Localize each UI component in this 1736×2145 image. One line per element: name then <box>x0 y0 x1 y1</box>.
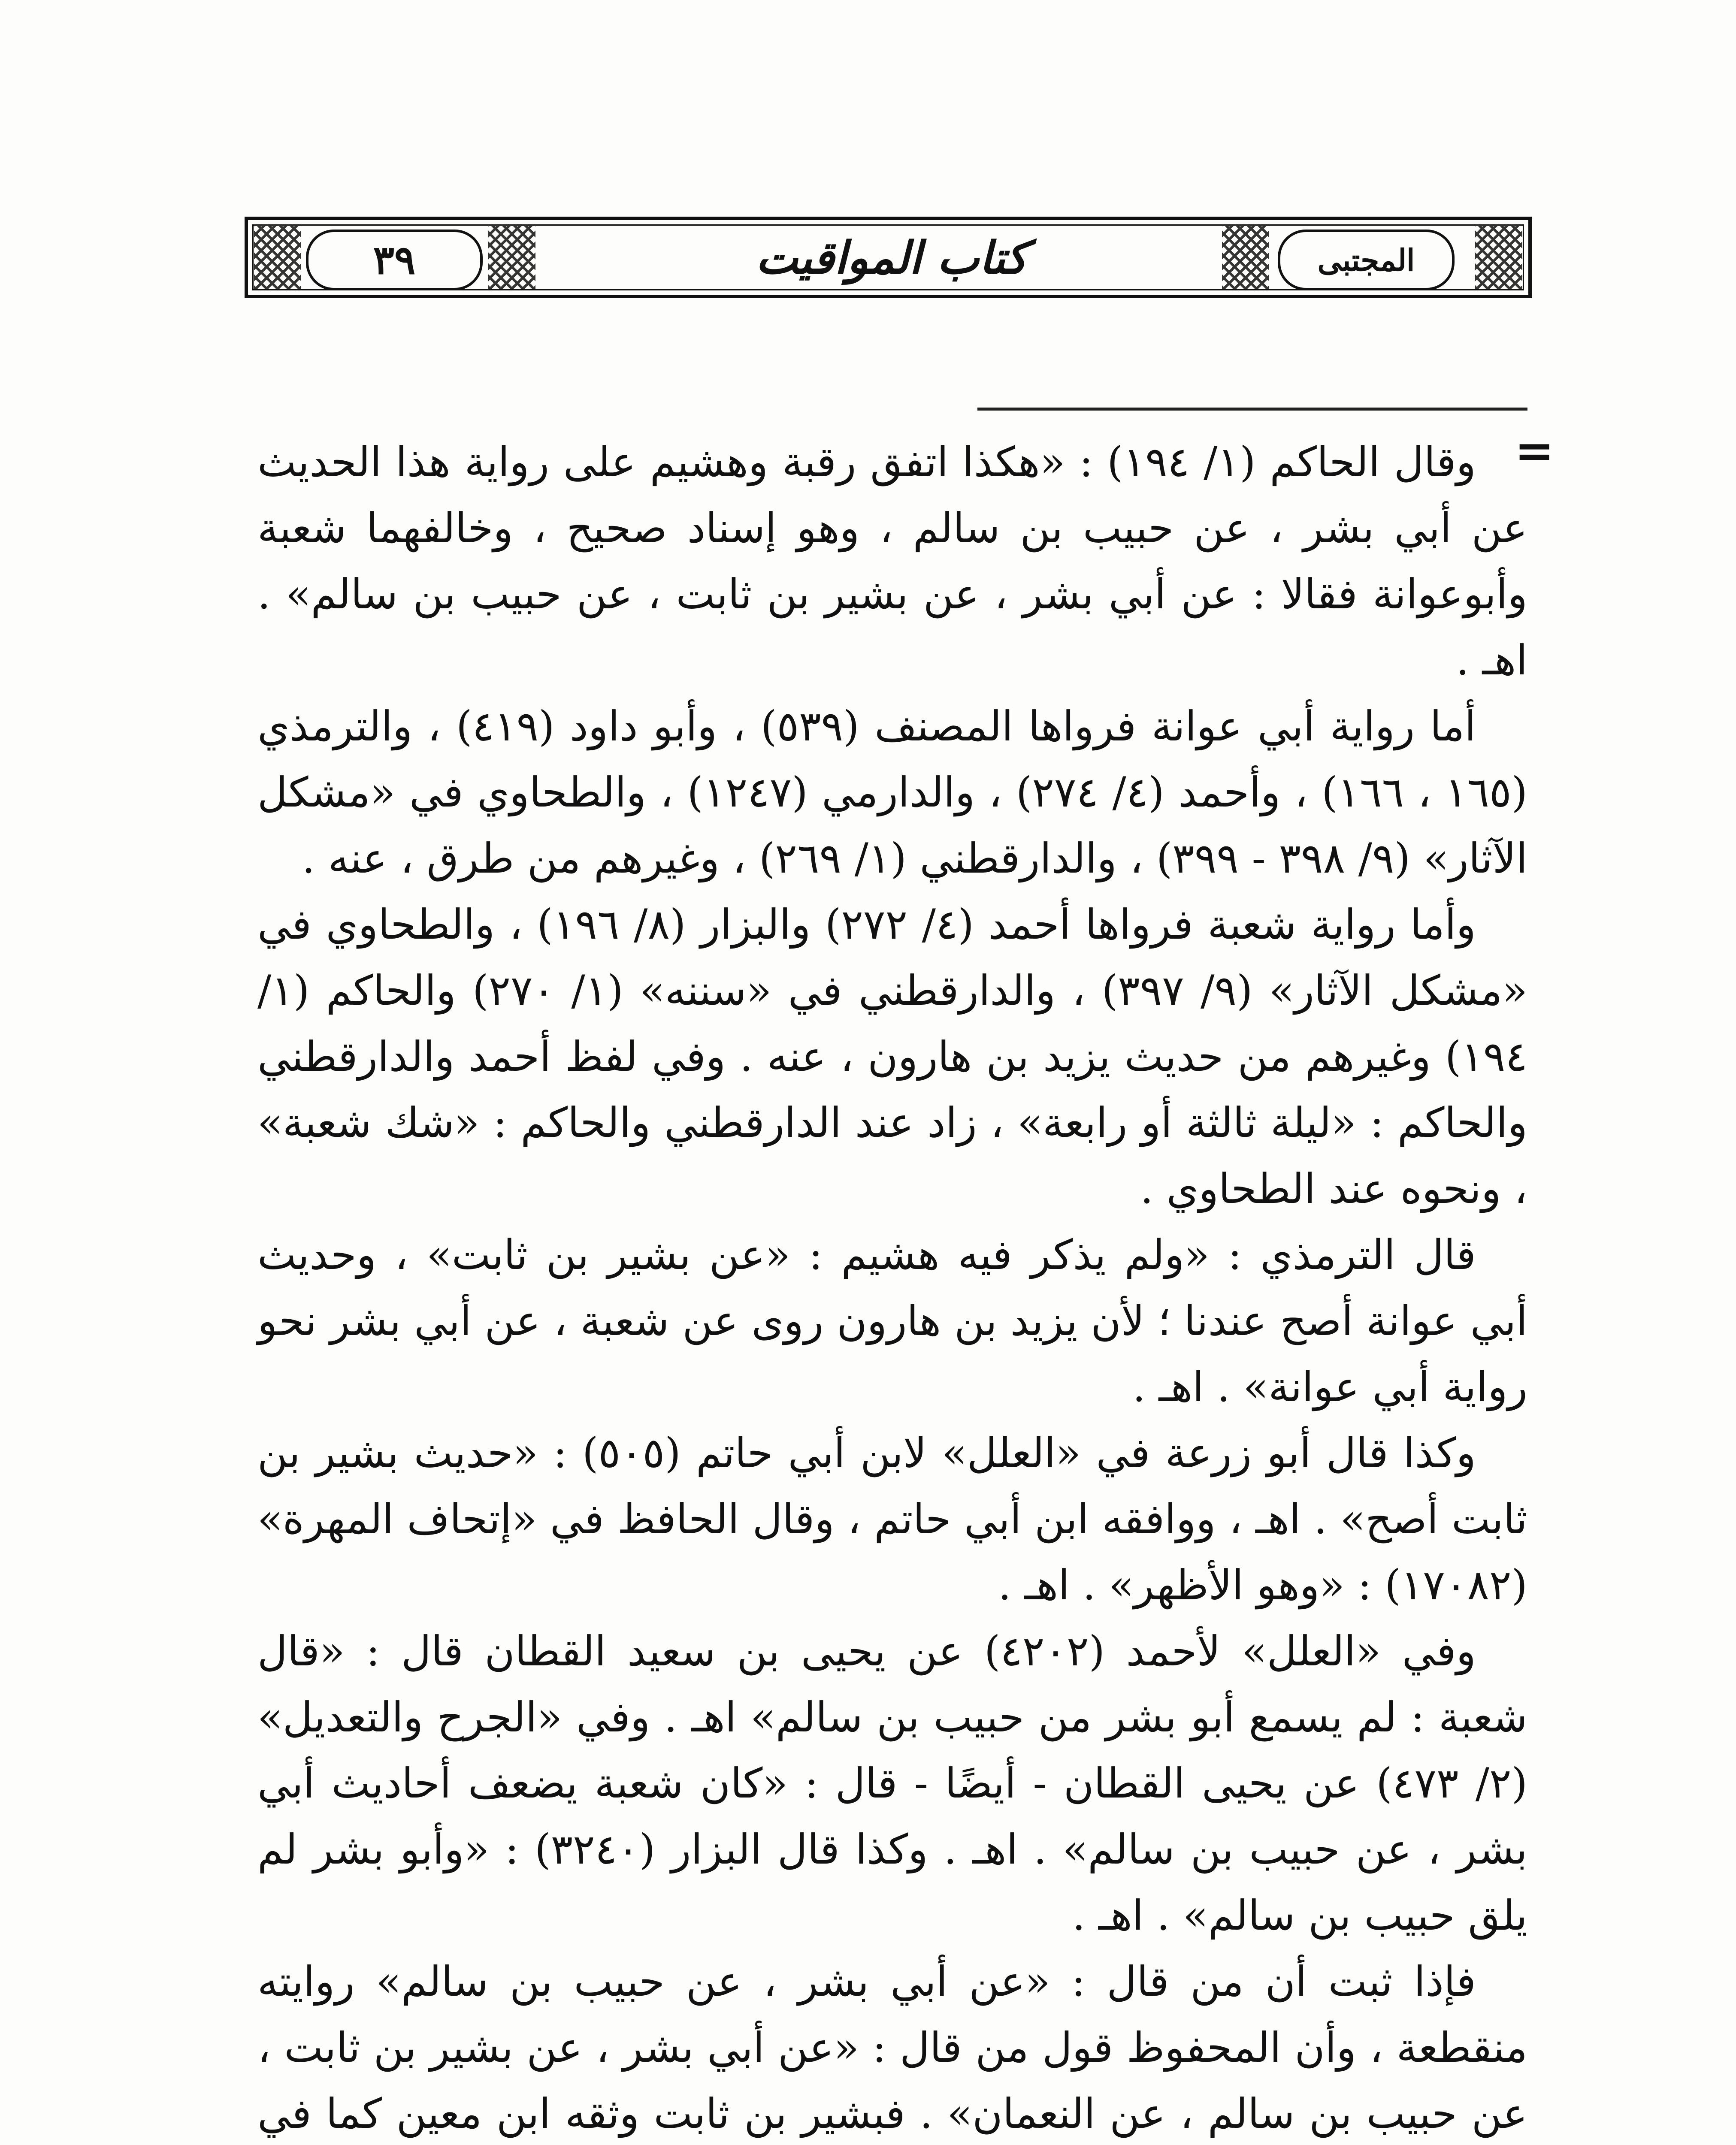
footnote-paragraph: وأما رواية شعبة فرواها أحمد (٤/ ٢٧٢) والبزار (٨/ ١٩٦) ، والطحاوي في «مشكل الآثار» (٩/ ٣٩٧) ، والدارقطني في «سننه» (١/ ٢٧٠) والحاكم (١/ ١٩٤) وغيرهم من حديث يزيد بن هارون ، عنه . وفي لفظ أحمد والدارقطني والحاكم : «ليلة ثالثة أو رابعة» ، زاد عند الدارقطني والحاكم : «شك شعبة» ، ونحوه عند الطحاوي . <box>257 900 1528 1213</box>
footnote-paragraph: وقال الحاكم (١/ ١٩٤) : «هكذا اتفق رقبة وهشيم على رواية هذا الحديث عن أبي بشر ، عن حبيب بن سالم ، وهو إسناد صحيح ، وخالفهما شعبة وأبوعوانة فقالا : عن أبي بشر ، عن بشير بن ثابت ، عن حبيب بن سالم» . اهـ . <box>257 438 1528 684</box>
page-number: ٣٩ <box>306 230 483 290</box>
footnote-body <box>257 429 1527 2145</box>
ornament-left <box>254 226 301 289</box>
footnote-paragraph: فإذا ثبت أن من قال : «عن أبي بشر ، عن حبيب بن سالم» روايته منقطعة ، وأن المحفوظ قول من قال : «عن أبي بشر ، عن بشير بن ثابت ، عن حبيب بن سالم ، عن النعمان» . فبشير بن ثابت وثقه ابن معين كما في <box>257 1958 1527 2138</box>
continuation-mark-start: = <box>1515 423 1555 478</box>
footnote-separator <box>977 408 1527 411</box>
footnote-paragraph: وكذا قال أبو زرعة في «العلل» لابن أبي حاتم (٥٠٥) : «حديث بشير بن ثابت أصح» . اهـ ، ووافقه ابن أبي حاتم ، وقال الحافظ في «إتحاف المهرة» (١٧٠٨٢) : «وهو الأظهر» . اهـ . <box>257 1429 1527 1609</box>
footnote-paragraph: وفي «العلل» لأحمد (٤٢٠٢) عن يحيى بن سعيد القطان قال : «قال شعبة : لم يسمع أبو بشر من حبيب بن سالم» اهـ . وفي «الجرح والتعديل» (٢/ ٤٧٣) عن يحيى القطان - أيضًا - قال : «كان شعبة يضعف أحاديث أبي بشر ، عن حبيب بن سالم» . اهـ . وكذا قال البزار (٣٢٤٠) : «وأبو بشر لم يلق حبيب بن سالم» . اهـ . <box>257 1627 1528 1940</box>
ornament-center-right <box>1222 226 1269 289</box>
book-title: كتاب المواقيت <box>756 231 1028 284</box>
logo-text: المجتبى <box>1278 230 1455 290</box>
footnote-paragraph: أما رواية أبي عوانة فرواها المصنف (٥٣٩) ، وأبو داود (٤١٩) ، والترمذي (١٦٥ ، ١٦٦) ، وأحمد (٤/ ٢٧٤) ، والدارمي (١٢٤٧) ، والطحاوي في «مشكل الآثار» (٩/ ٣٩٨ - ٣٩٩) ، والدارقطني (١/ ٢٦٩) ، وغيرهم من طرق ، عنه . <box>257 702 1528 882</box>
footnote-paragraph: قال الترمذي : «ولم يذكر فيه هشيم : «عن بشير بن ثابت» ، وحديث أبي عوانة أصح عندنا ؛ لأن يزيد بن هارون روى عن شعبة ، عن أبي بشر نحو رواية أبي عوانة» . اهـ . <box>257 1231 1527 1411</box>
page-header <box>245 217 1532 298</box>
ornament-center-left <box>488 226 535 289</box>
ornament-right <box>1475 226 1522 289</box>
